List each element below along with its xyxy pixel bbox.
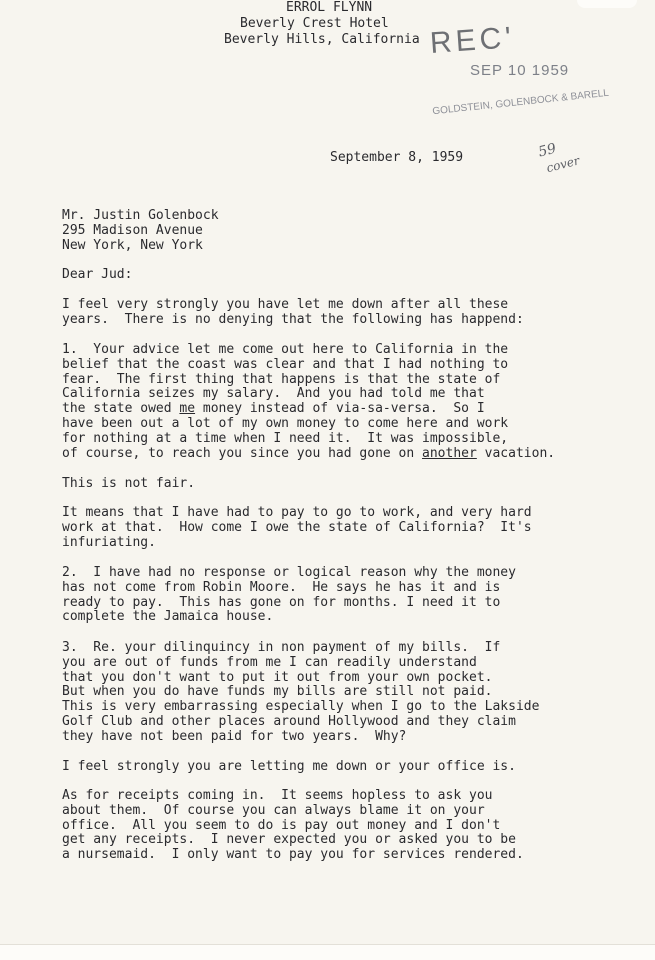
text-line: 3. Re. your dilinquincy in non payment of my bills. If — [62, 640, 501, 655]
text-line: I feel very strongly you have let me down after all these — [62, 297, 509, 312]
handwritten-number: 59 — [536, 140, 558, 161]
text-line: that you don't want to put it out from your own pocket. — [62, 669, 493, 685]
paragraph-office — [62, 760, 516, 775]
address-line: 295 Madison Avenue — [62, 222, 203, 238]
text-fragment: money instead of via-sa-versa. So I — [195, 401, 485, 417]
paragraph-3 — [62, 641, 539, 745]
text-line: complete the Jamaica house. — [62, 609, 274, 625]
letterhead-hotel: Beverly Crest Hotel — [240, 16, 389, 31]
text-line: ready to pay. This has gone on for months. I need it to — [62, 594, 501, 610]
received-date-stamp: SEP 10 1959 — [470, 62, 570, 79]
text-fragment: vacation. — [476, 445, 556, 461]
text-line: has not come from Robin Moore. He says he has it and is — [62, 579, 501, 595]
salutation — [62, 268, 132, 283]
letter-date: September 8, 1959 — [330, 150, 464, 165]
text-line: they have not been paid for two years. Why? — [62, 728, 407, 744]
text-line: As for receipts coming in. It seems hopless to ask you — [62, 788, 493, 803]
paper-tear — [577, 0, 637, 8]
recipient-address — [62, 209, 219, 253]
text-line: This is very embarrassing especially when I go to the Lakside — [62, 699, 540, 715]
letterhead-name: ERROL FLYNN — [286, 0, 373, 15]
text-line: for nothing at a time when I need it. It was impossible, — [62, 430, 509, 446]
text-line: you are out of funds from me I can readily understand — [62, 654, 477, 670]
text-line: have been out a lot of my own money to come here and work — [62, 415, 509, 431]
address-line: Mr. Justin Golenbock — [62, 208, 219, 223]
text-fragment: the state owed — [62, 401, 180, 417]
salutation-text: Dear Jud: — [62, 267, 133, 282]
text-line: fear. The first thing that happens is that the state of — [62, 371, 501, 387]
underlined-word: another — [422, 445, 477, 461]
handwritten-word: cover — [544, 153, 581, 176]
paragraph-receipts — [62, 789, 524, 863]
text-line: Golf Club and other places around Hollywood and they claim — [62, 713, 516, 729]
paragraph-fair — [62, 477, 195, 492]
text-line: 2. I have had no response or logical reason why the money — [62, 565, 516, 580]
text-fragment: of course, to reach you since you had gone on — [62, 445, 423, 461]
text-line: infuriating. — [62, 534, 156, 550]
text-line: California seizes my salary. And you had told me that — [62, 386, 485, 402]
law-firm-stamp: GOLDSTEIN, GOLENBOCK & BARELL — [431, 87, 610, 118]
text-line: 1. Your advice let me come out here to California in the — [62, 342, 509, 357]
letterhead-city: Beverly Hills, California — [224, 32, 420, 47]
text-line: work at that. How come I owe the state of California? It's — [62, 519, 532, 535]
underlined-word: me — [179, 401, 196, 417]
text-line — [62, 447, 555, 462]
received-stamp: REC' — [428, 21, 517, 60]
paragraph-work — [62, 506, 532, 550]
text-line: about them. Of course you can always blame it on your — [62, 802, 485, 818]
text-line: I feel strongly you are letting me down or your office is. — [62, 759, 516, 774]
text-line: But when you do have funds my bills are still not paid. — [62, 684, 493, 700]
letterhead — [224, 0, 420, 48]
text-line: years. There is no denying that the following has happend: — [62, 311, 524, 327]
address-line: New York, New York — [62, 237, 203, 253]
paragraph-intro — [62, 298, 524, 328]
text-line: get any receipts. I never expected you or asked you to be — [62, 832, 516, 848]
text-line — [62, 402, 555, 417]
text-line: This is not fair. — [62, 476, 196, 491]
text-line: It means that I have had to pay to go to work, and very hard — [62, 505, 532, 520]
paragraph-1 — [62, 343, 555, 461]
text-line: office. All you seem to do is pay out money and I don't — [62, 817, 501, 833]
handwritten-note — [537, 136, 581, 176]
text-line: a nursemaid. I only want to pay you for services rendered. — [62, 847, 524, 863]
text-line: belief that the coast was clear and that I had nothing to — [62, 356, 509, 372]
paragraph-2 — [62, 566, 516, 625]
